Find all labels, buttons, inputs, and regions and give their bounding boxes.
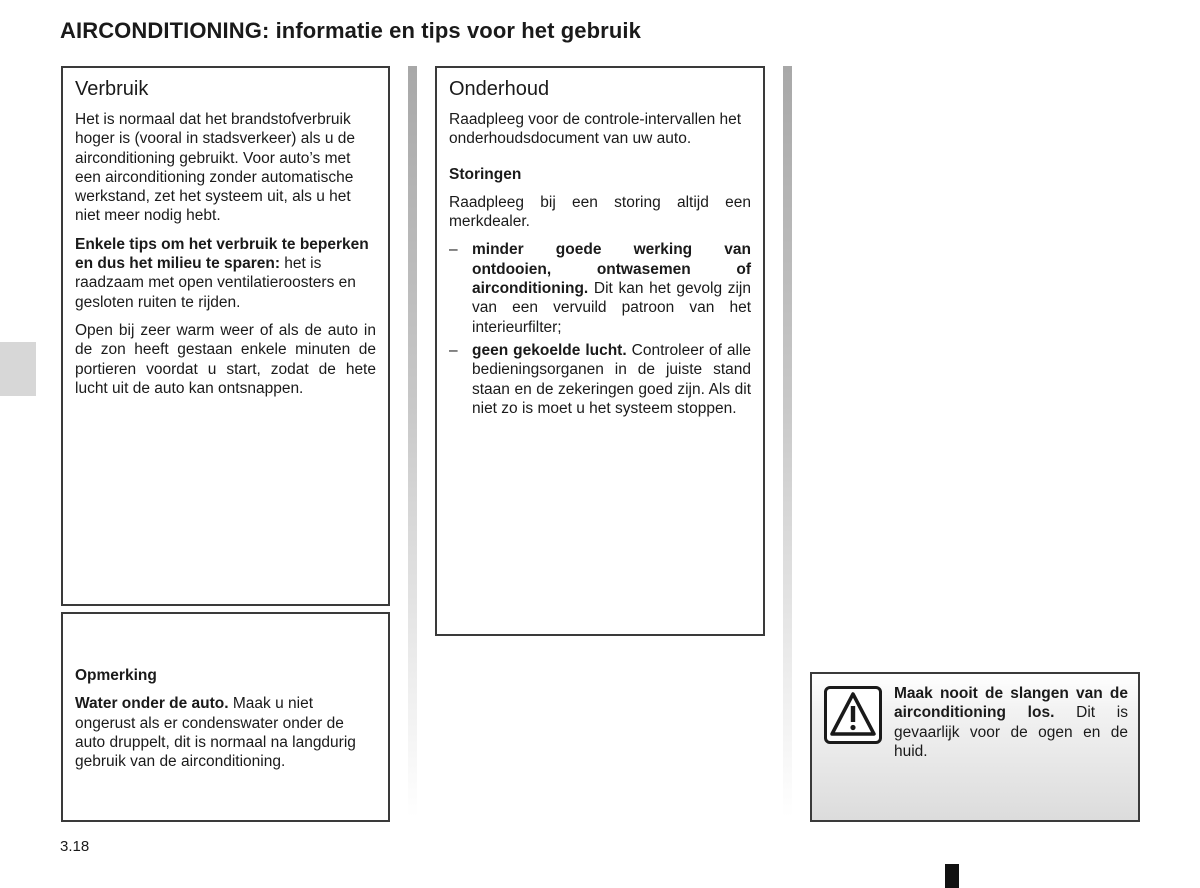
onderhoud-paragraph-1: Raadpleeg voor de controle-intervallen het onderhoudsdocument van uw auto. <box>449 111 742 148</box>
verbruik-paragraph-1: Het is normaal dat het brandstofverbruik hoger is (vooral in stadsverkeer) als u de airconditioning gebruikt. Voor auto’s met een airconditioning zonder automatische werkstand, zet het systeem uit, als u het niet meer nodig hebt. <box>75 111 355 225</box>
page-title: AIRCONDITIONING: informatie en tips voor het gebruik <box>60 18 641 43</box>
opmerking-title: Opmerking <box>75 667 157 684</box>
warning-triangle-icon <box>824 686 882 744</box>
storing-item-2-text: Controleer of alle bedieningsorganen in de juiste stand staan en de zekeringen goed zijn. Als dit niet zo is moet u het systeem stoppen. <box>472 341 752 417</box>
warning-lead: Maak nooit de slangen van de airconditioning los. <box>894 685 1128 722</box>
page-number: 3.18 <box>60 838 90 855</box>
verbruik-paragraph-3: Open bij zeer warm weer of als de auto in de zon heeft gestaan enkele minuten de portieren voordat u start, zodat de hete lucht uit de auto kan ontsnappen. <box>75 321 376 397</box>
onderhoud-title: Onderhoud <box>449 78 550 100</box>
storing-item-2-lead: geen gekoelde lucht. <box>472 341 627 359</box>
verbruik-paragraph-2 <box>75 235 376 312</box>
storing-item-1 <box>449 240 751 336</box>
dash-bullet: – <box>449 241 458 259</box>
warning-text <box>894 684 1128 761</box>
storing-item-1-text: Dit kan het gevolg zijn van een vervuild patroon van het interieurfilter; <box>472 280 751 336</box>
chapter-tab <box>0 342 36 396</box>
opmerking-paragraph <box>75 694 376 771</box>
opmerking-text: Maak u niet ongerust als er condenswater onder de auto druppelt, dit is normaal na langdurig gebruik van de airconditioning. <box>75 695 356 771</box>
page-edge-mark <box>945 864 959 888</box>
opmerking-lead: Water onder de auto. <box>75 695 229 713</box>
warning-box <box>810 672 1140 822</box>
verbruik-tips-text: het is raadzaam met open ventilatieroosters en gesloten ruiten te rijden. <box>75 255 356 311</box>
opmerking-box <box>61 612 390 822</box>
warning-rest: Dit is gevaarlijk voor de ogen en de huid. <box>894 704 1129 760</box>
storingen-title: Storingen <box>449 165 522 183</box>
verbruik-box <box>61 66 390 606</box>
dash-bullet: – <box>449 341 458 359</box>
verbruik-title: Verbruik <box>75 78 149 100</box>
onderhoud-paragraph-2: Raadpleeg bij een storing altijd een merkdealer. <box>449 193 751 231</box>
verbruik-tips-heading: Enkele tips om het verbruik te beperken en dus het milieu te sparen: <box>75 235 369 273</box>
onderhoud-box <box>435 66 765 636</box>
storing-item-1-lead: minder goede werking van ontdooien, ontwasemen of airconditioning. <box>472 241 751 298</box>
column-separator-left <box>408 66 417 818</box>
column-separator-right <box>783 66 792 818</box>
storing-item-2 <box>449 341 751 418</box>
